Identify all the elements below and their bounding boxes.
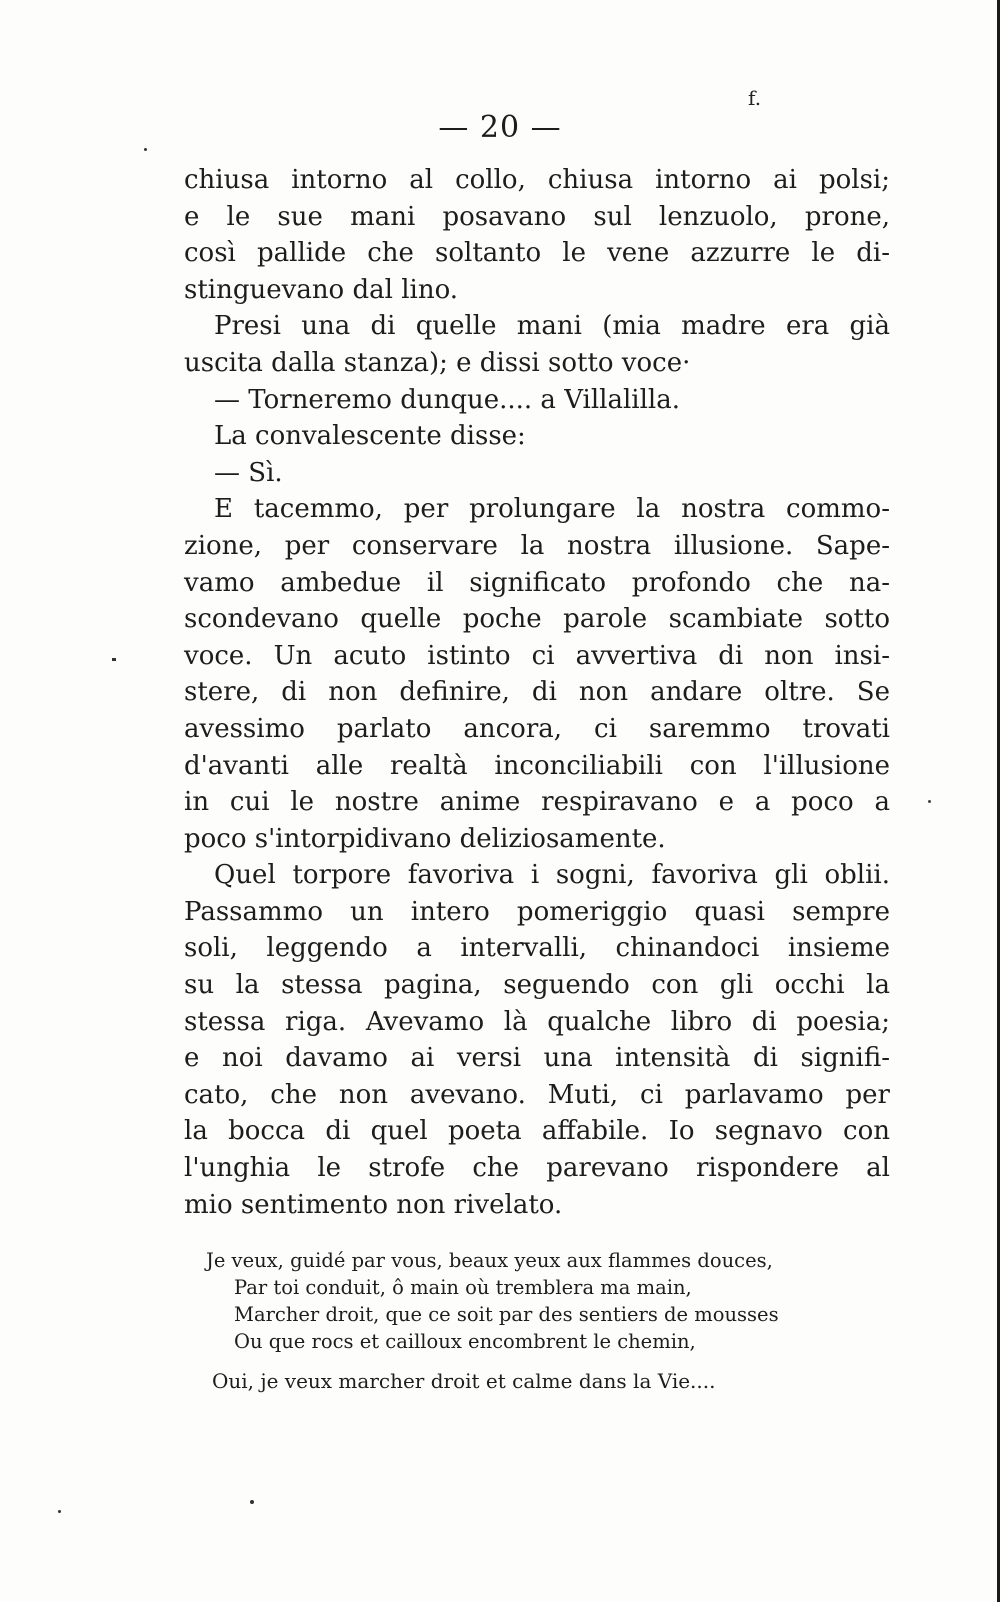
prose-line: La convalescente disse: [214, 421, 526, 452]
poem-line: Je veux, guidé par vous, beaux yeux aux flammes douces, [206, 1249, 773, 1272]
prose-line: l'unghia le strofe che parevano rispondere al [184, 1153, 890, 1184]
prose-line: la bocca di quel poeta affabile. Io segnavo con [184, 1116, 890, 1147]
speck [112, 658, 116, 661]
speck [144, 148, 147, 151]
prose-line: mio sentimento non rivelato. [184, 1189, 563, 1220]
poem-line: Marcher droit, que ce soit par des sentiers de mousses [234, 1303, 779, 1326]
prose-line: e noi davamo ai versi una intensità di signifi- [184, 1043, 890, 1074]
prose-line: stinguevano dal lino. [184, 274, 459, 305]
prose-line: E tacemmo, per prolungare la nostra commo- [214, 494, 890, 525]
prose-line: voce. Un acuto istinto ci avvertiva di non insi- [184, 640, 890, 671]
prose-line: soli, leggendo a intervalli, chinandoci insieme [184, 933, 890, 964]
corner-mark: f. [748, 86, 762, 110]
prose-line: Passammo un intero pomeriggio quasi sempre [184, 896, 890, 927]
prose-line: avessimo parlato ancora, ci saremmo trovati [184, 713, 890, 744]
prose-line: cato, che non avevano. Muti, ci parlavamo per [184, 1079, 890, 1110]
prose-line: e le sue mani posavano sul lenzuolo, prone, [184, 201, 890, 232]
prose-line: vamo ambedue il significato profondo che na- [184, 567, 890, 598]
speck [58, 1510, 61, 1513]
prose-line: poco s'intorpidivano deliziosamente. [184, 823, 666, 854]
prose-line: uscita dalla stanza); e dissi sotto voce· [184, 347, 691, 378]
prose-line: chiusa intorno al collo, chiusa intorno ai polsi; [184, 165, 890, 195]
prose-line: d'avanti alle realtà inconciliabili con l'illusione [184, 750, 890, 781]
poem-line: Oui, je veux marcher droit et calme dans la Vie.... [212, 1369, 716, 1393]
prose-line: stere, di non definire, di non andare oltre. Se [184, 677, 890, 708]
prose-body [184, 162, 890, 1223]
prose-line: Presi una di quelle mani (mia madre era già [214, 311, 890, 342]
prose-line: — Sì. [214, 457, 283, 488]
prose-line: zione, per conservare la nostra illusione. Sape- [184, 530, 890, 561]
prose-line: — Torneremo dunque.... a Villalilla. [214, 384, 680, 415]
prose-line: così pallide che soltanto le vene azzurre le di- [184, 238, 890, 269]
speck [250, 1500, 254, 1504]
speck [928, 800, 931, 803]
prose-line: su la stessa pagina, seguendo con gli occhi la [184, 970, 890, 1001]
prose-line: Quel torpore favoriva i sogni, favoriva gli oblii. [214, 860, 890, 891]
poem-line: Par toi conduit, ô main où tremblera ma main, [234, 1276, 692, 1299]
poem-quotation [206, 1247, 886, 1395]
prose-line: in cui le nostre anime respiravano e a poco a [184, 787, 890, 818]
prose-line: stessa riga. Avevamo là qualche libro di poesia; [184, 1006, 890, 1037]
page-number: — 20 — [438, 110, 562, 145]
prose-line: scondevano quelle poche parole scambiate sotto [184, 604, 890, 635]
poem-line: Ou que rocs et cailloux encombrent le chemin, [234, 1330, 696, 1353]
